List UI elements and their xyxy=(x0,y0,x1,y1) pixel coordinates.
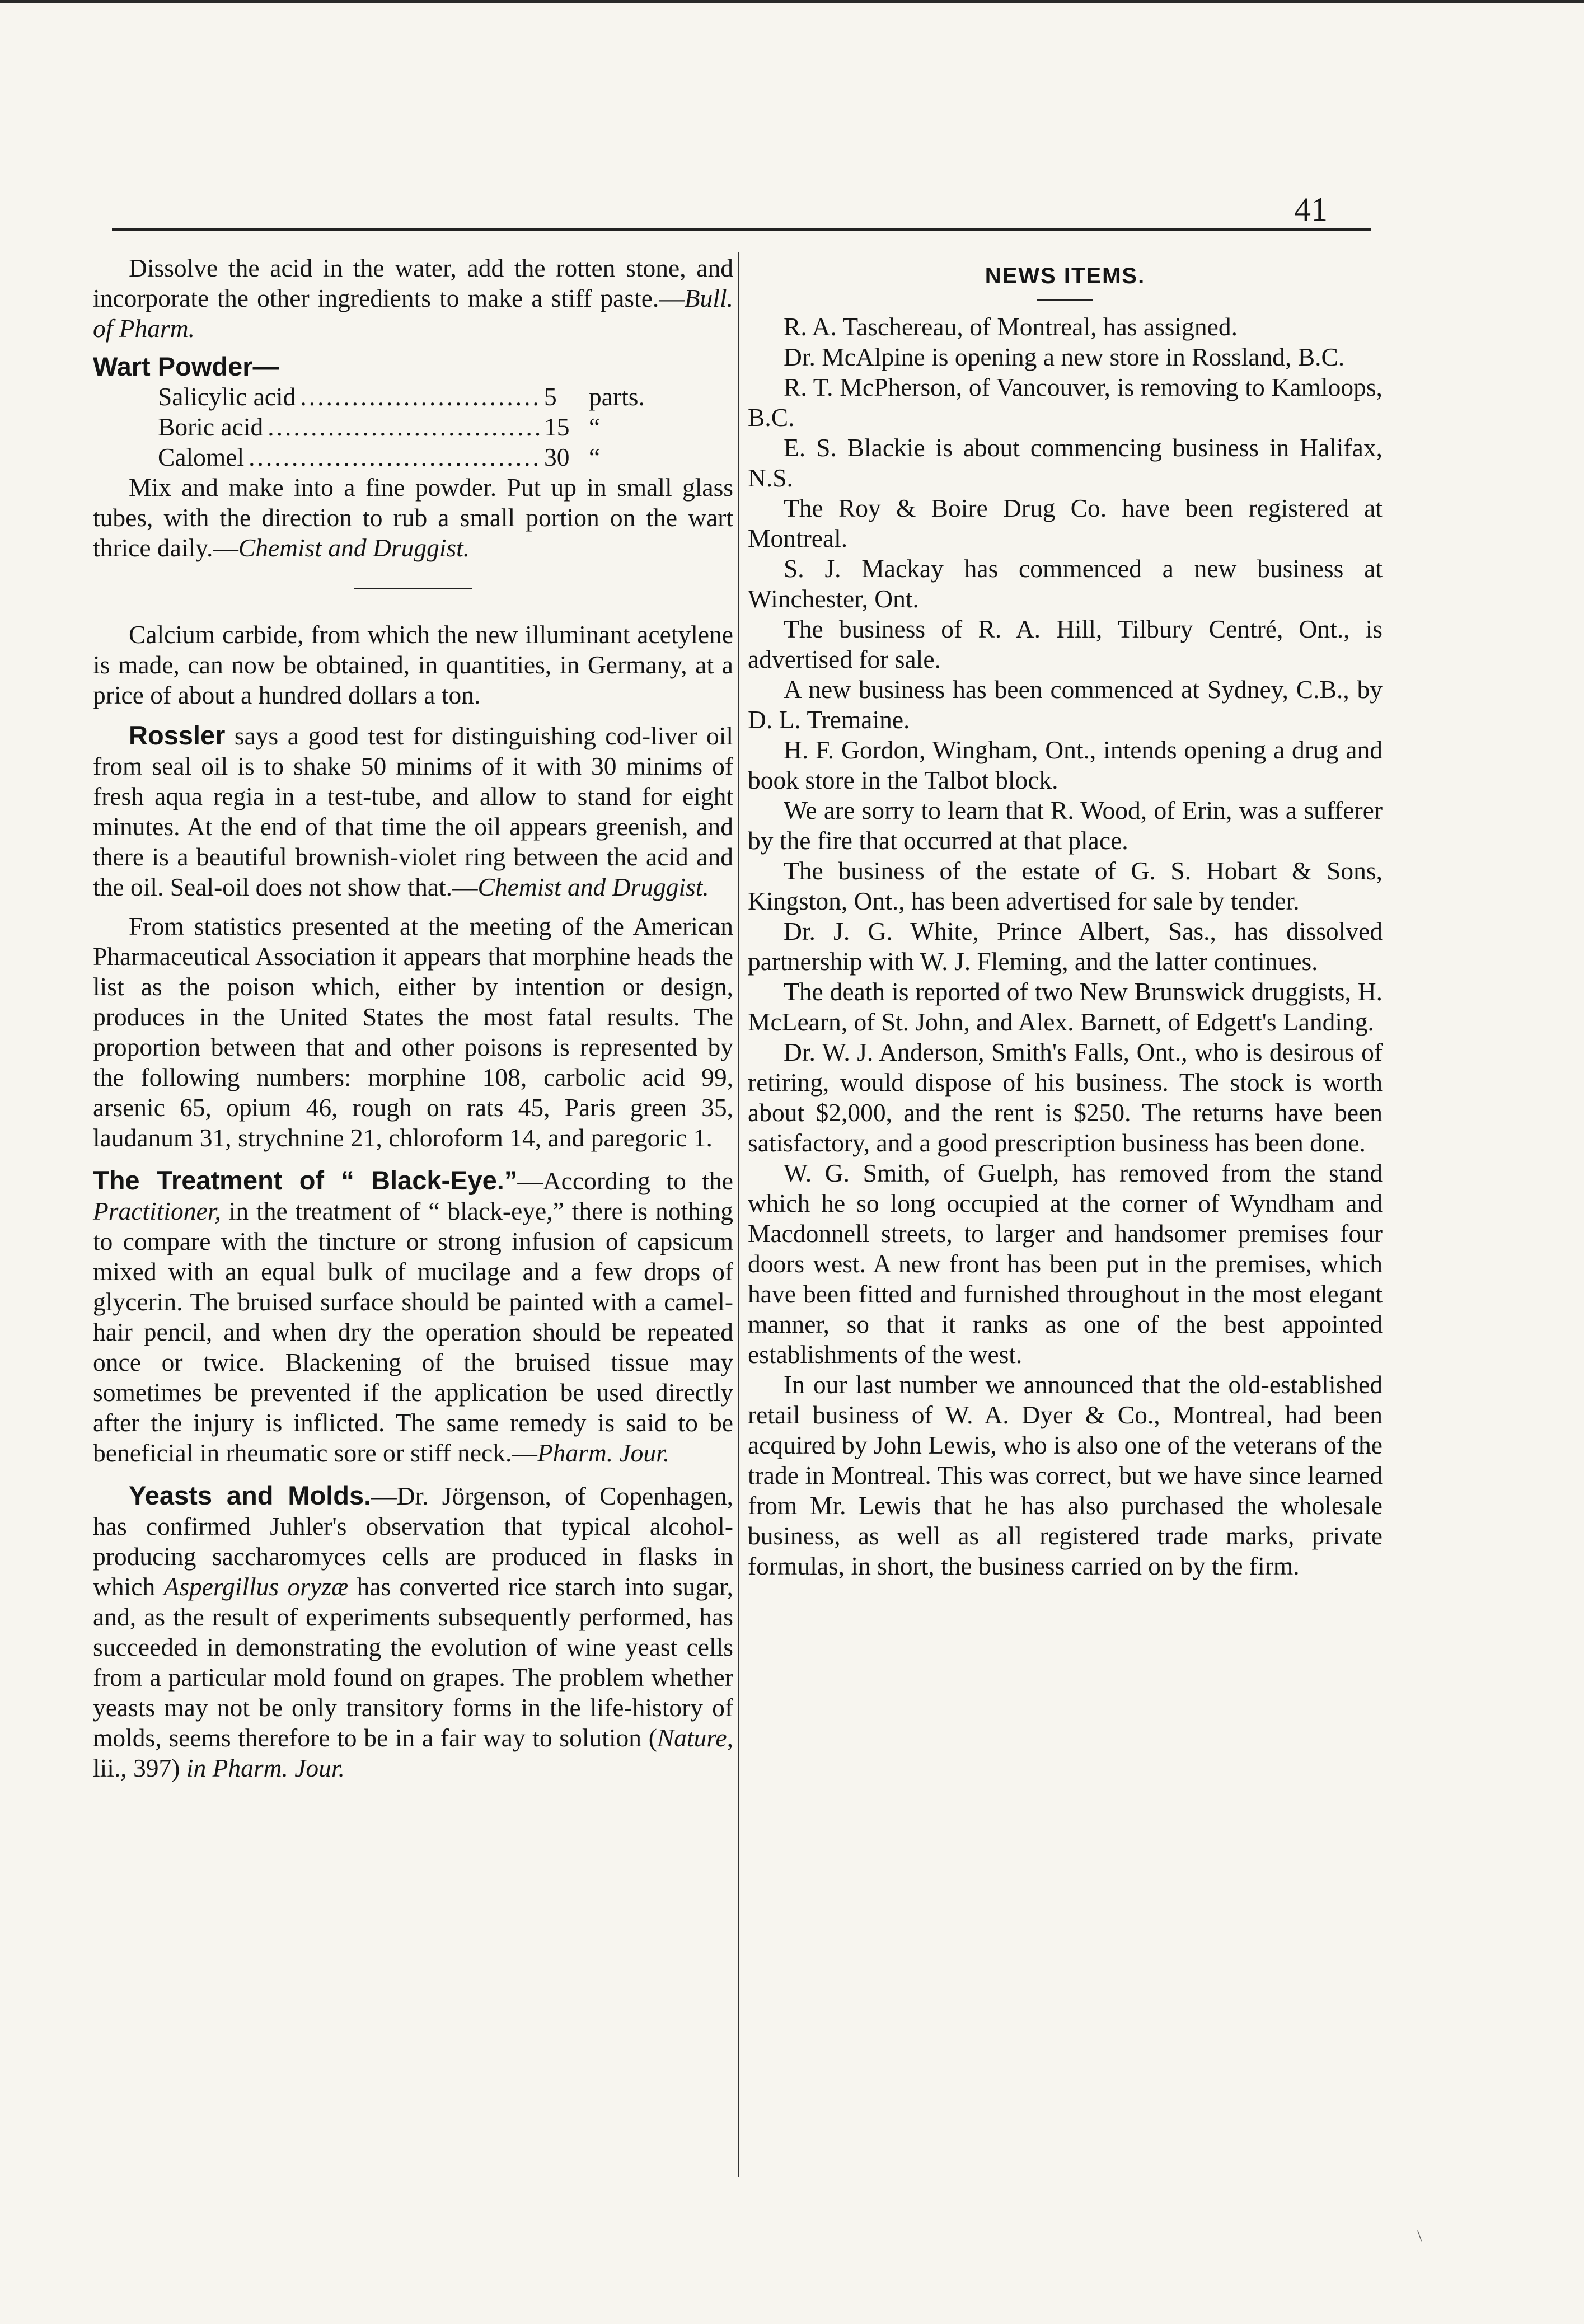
news-item: R. T. McPherson, of Vancouver, is removing to Kamloops, B.C. xyxy=(748,373,1383,432)
news-item: S. J. Mackay has commenced a new business at Winchester, Ont. xyxy=(748,554,1383,613)
heading-rule xyxy=(1037,299,1093,301)
rossler-paragraph xyxy=(93,720,733,902)
rotten-stone-paragraph xyxy=(93,253,733,344)
dot-leader xyxy=(300,382,540,412)
news-items-heading: NEWS ITEMS. xyxy=(985,264,1146,288)
yeasts-paragraph xyxy=(93,1480,733,1783)
dot-leader xyxy=(249,442,540,472)
news-item: We are sorry to learn that R. Wood, of Erin, was a sufferer by the fire that occurred at that place. xyxy=(748,796,1383,855)
black-eye-source: Pharm. Jour. xyxy=(537,1439,670,1467)
news-item: Dr. McAlpine is opening a new store in Rossland, B.C. xyxy=(784,343,1345,371)
wart-powder-recipe xyxy=(93,382,733,472)
practitioner-journal: Practitioner, xyxy=(93,1197,221,1225)
black-eye-text-1: —According to the xyxy=(517,1166,733,1195)
news-item: E. S. Blackie is about commencing business in Halifax, N.S. xyxy=(748,433,1383,492)
recipe-row xyxy=(158,412,662,442)
nature-journal: Nature, xyxy=(657,1723,733,1752)
recipe-quantity: 5 xyxy=(544,382,557,411)
section-separator xyxy=(354,588,472,589)
news-item: In our last number we announced that the old-established retail business of W. A. Dyer & Co., Montreal, had been acquired by John Lewis, who is also one of the veterans of the trade in Montreal. This was correct, but we have since learned from Mr. Lewis that he has also purchased the wholesale business, as well as all registered trade marks, private formulas, in short, the business carried on by the firm. xyxy=(748,1370,1383,1580)
top-edge-rule xyxy=(0,0,1584,3)
rotten-stone-text: Dissolve the acid in the water, add the rotten stone, and incorporate the other ingredients to make a stiff paste.— xyxy=(93,254,733,312)
recipe-unit: “ xyxy=(589,443,601,471)
aspergillus-species: Aspergillus oryzæ xyxy=(163,1572,349,1601)
news-item: A new business has been commenced at Sydney, C.B., by D. L. Tremaine. xyxy=(748,675,1383,734)
page-number: 41 xyxy=(1294,191,1328,228)
news-item: Dr. J. G. White, Prince Albert, Sas., has dissolved partnership with W. J. Fleming, and the latter continues. xyxy=(748,917,1383,976)
header-rule xyxy=(112,228,1371,231)
left-column xyxy=(93,253,733,1783)
dot-leader xyxy=(268,412,540,442)
news-item: H. F. Gordon, Wingham, Ont., intends opening a drug and book store in the Talbot block. xyxy=(748,735,1383,794)
recipe-ingredient: Salicylic acid xyxy=(158,382,296,411)
wart-source: Chemist and Druggist. xyxy=(238,533,470,562)
rossler-source: Chemist and Druggist. xyxy=(477,873,709,901)
news-item: The Roy & Boire Drug Co. have been registered at Montreal. xyxy=(748,494,1383,552)
news-item: The business of the estate of G. S. Hobart & Sons, Kingston, Ont., has been advertised for sale by tender. xyxy=(748,856,1383,915)
news-item: Dr. W. J. Anderson, Smith's Falls, Ont., who is desirous of retiring, would dispose of his business. The stock is worth about $2,000, and the rent is $250. The returns have been satisfactory, and a good prescription business has been done. xyxy=(748,1038,1383,1157)
rossler-heading: Rossler xyxy=(129,720,226,750)
poison-statistics-paragraph: From statistics presented at the meeting of the American Pharmaceutical Association it appears that morphine heads the list as the poison which, either by intention or design, produces in the United States the most fatal results. The proportion between that and other poisons is represented by the following numbers: morphine 108, carbolic acid 99, arsenic 65, opium 46, rough on rats 45, Paris green 35, laudanum 31, strychnine 21, chloroform 14, and paregoric 1. xyxy=(93,912,733,1152)
news-item: W. G. Smith, of Guelph, has removed from the stand which he so long occupied at the corner of Wyndham and Macdonnell streets, to larger and handsomer premises four doors west. A new front has been put in the premises, which have been fitted and furnished throughout in the most elegant manner, so that it ranks as one of the best appointed establishments of the west. xyxy=(748,1159,1383,1369)
black-eye-text-2: in the treatment of “ black-eye,” there is nothing to compare with the tincture or strong infusion of capsicum mixed with an equal bulk of mucilage and a few drops of glycerin. The bruised surface should be painted with a camel-hair pencil, and when dry the operation should be repeated once or twice. Blackening of the bruised tissue may sometimes be prevented if the application be used directly after the injury is inflicted. The same remedy is said to be beneficial in rheumatic sore or stiff neck.— xyxy=(93,1197,733,1467)
rotten-stone-source: Bull. of Pharm. xyxy=(93,284,733,343)
recipe-row xyxy=(158,442,662,472)
recipe-row xyxy=(158,382,662,412)
yeasts-text-3: lii., 397) xyxy=(93,1754,186,1782)
news-item: R. A. Taschereau, of Montreal, has assigned. xyxy=(784,312,1238,341)
calcium-carbide-paragraph: Calcium carbide, from which the new illuminant acetylene is made, can now be obtained, in quantities, in Germany, at a price of about a hundred dollars a ton. xyxy=(93,620,733,709)
black-eye-heading: The Treatment of “ Black-Eye.” xyxy=(93,1165,518,1195)
wart-directions-text: Mix and make into a fine powder. Put up in small glass tubes, with the direction to rub a small portion on the wart thrice daily.— xyxy=(93,473,733,562)
yeasts-source: in Pharm. Jour. xyxy=(186,1754,345,1782)
recipe-unit: “ xyxy=(589,413,601,441)
corner-mark: \ xyxy=(1417,2227,1422,2245)
wart-powder-directions xyxy=(93,472,733,563)
column-divider xyxy=(738,252,739,2177)
black-eye-paragraph xyxy=(93,1165,733,1468)
news-item: The business of R. A. Hill, Tilbury Centré, Ont., is advertised for sale. xyxy=(748,615,1383,673)
recipe-ingredient: Calomel xyxy=(158,443,245,471)
recipe-ingredient: Boric acid xyxy=(158,413,264,441)
recipe-quantity: 30 xyxy=(544,443,570,471)
wart-powder-heading: Wart Powder— xyxy=(93,352,279,381)
rossler-text: says a good test for distinguishing cod-liver oil from seal oil is to shake 50 minims of it with 30 minims of fresh aqua regia in a test-tube, and allow to stand for eight minutes. At the end of that time the oil appears greenish, and there is a beautiful brownish-violet ring between the acid and the oil. Seal-oil does not show that.— xyxy=(93,721,733,901)
right-column xyxy=(748,253,1383,1581)
news-item: The death is reported of two New Brunswick druggists, H. McLearn, of St. John, and Alex. Barnett, of Edgett's Landing. xyxy=(748,977,1383,1036)
recipe-unit: parts. xyxy=(589,382,645,411)
yeasts-text-2: has converted rice starch into sugar, and, as the result of experiments subsequently performed, has succeeded in demonstrating the evolution of wine yeast cells from a particular mold found on grapes. The problem whether yeasts may not be only transitory forms in the life-history of molds, seems therefore to be in a fair way to solution ( xyxy=(93,1572,733,1752)
yeasts-text-1: —Dr. Jörgenson, of Copenhagen, has confirmed Juhler's observation that typical alcohol-producing saccharomyces cells are produced in flasks in which xyxy=(93,1482,733,1601)
recipe-quantity: 15 xyxy=(544,413,570,441)
yeasts-heading: Yeasts and Molds. xyxy=(129,1480,372,1510)
